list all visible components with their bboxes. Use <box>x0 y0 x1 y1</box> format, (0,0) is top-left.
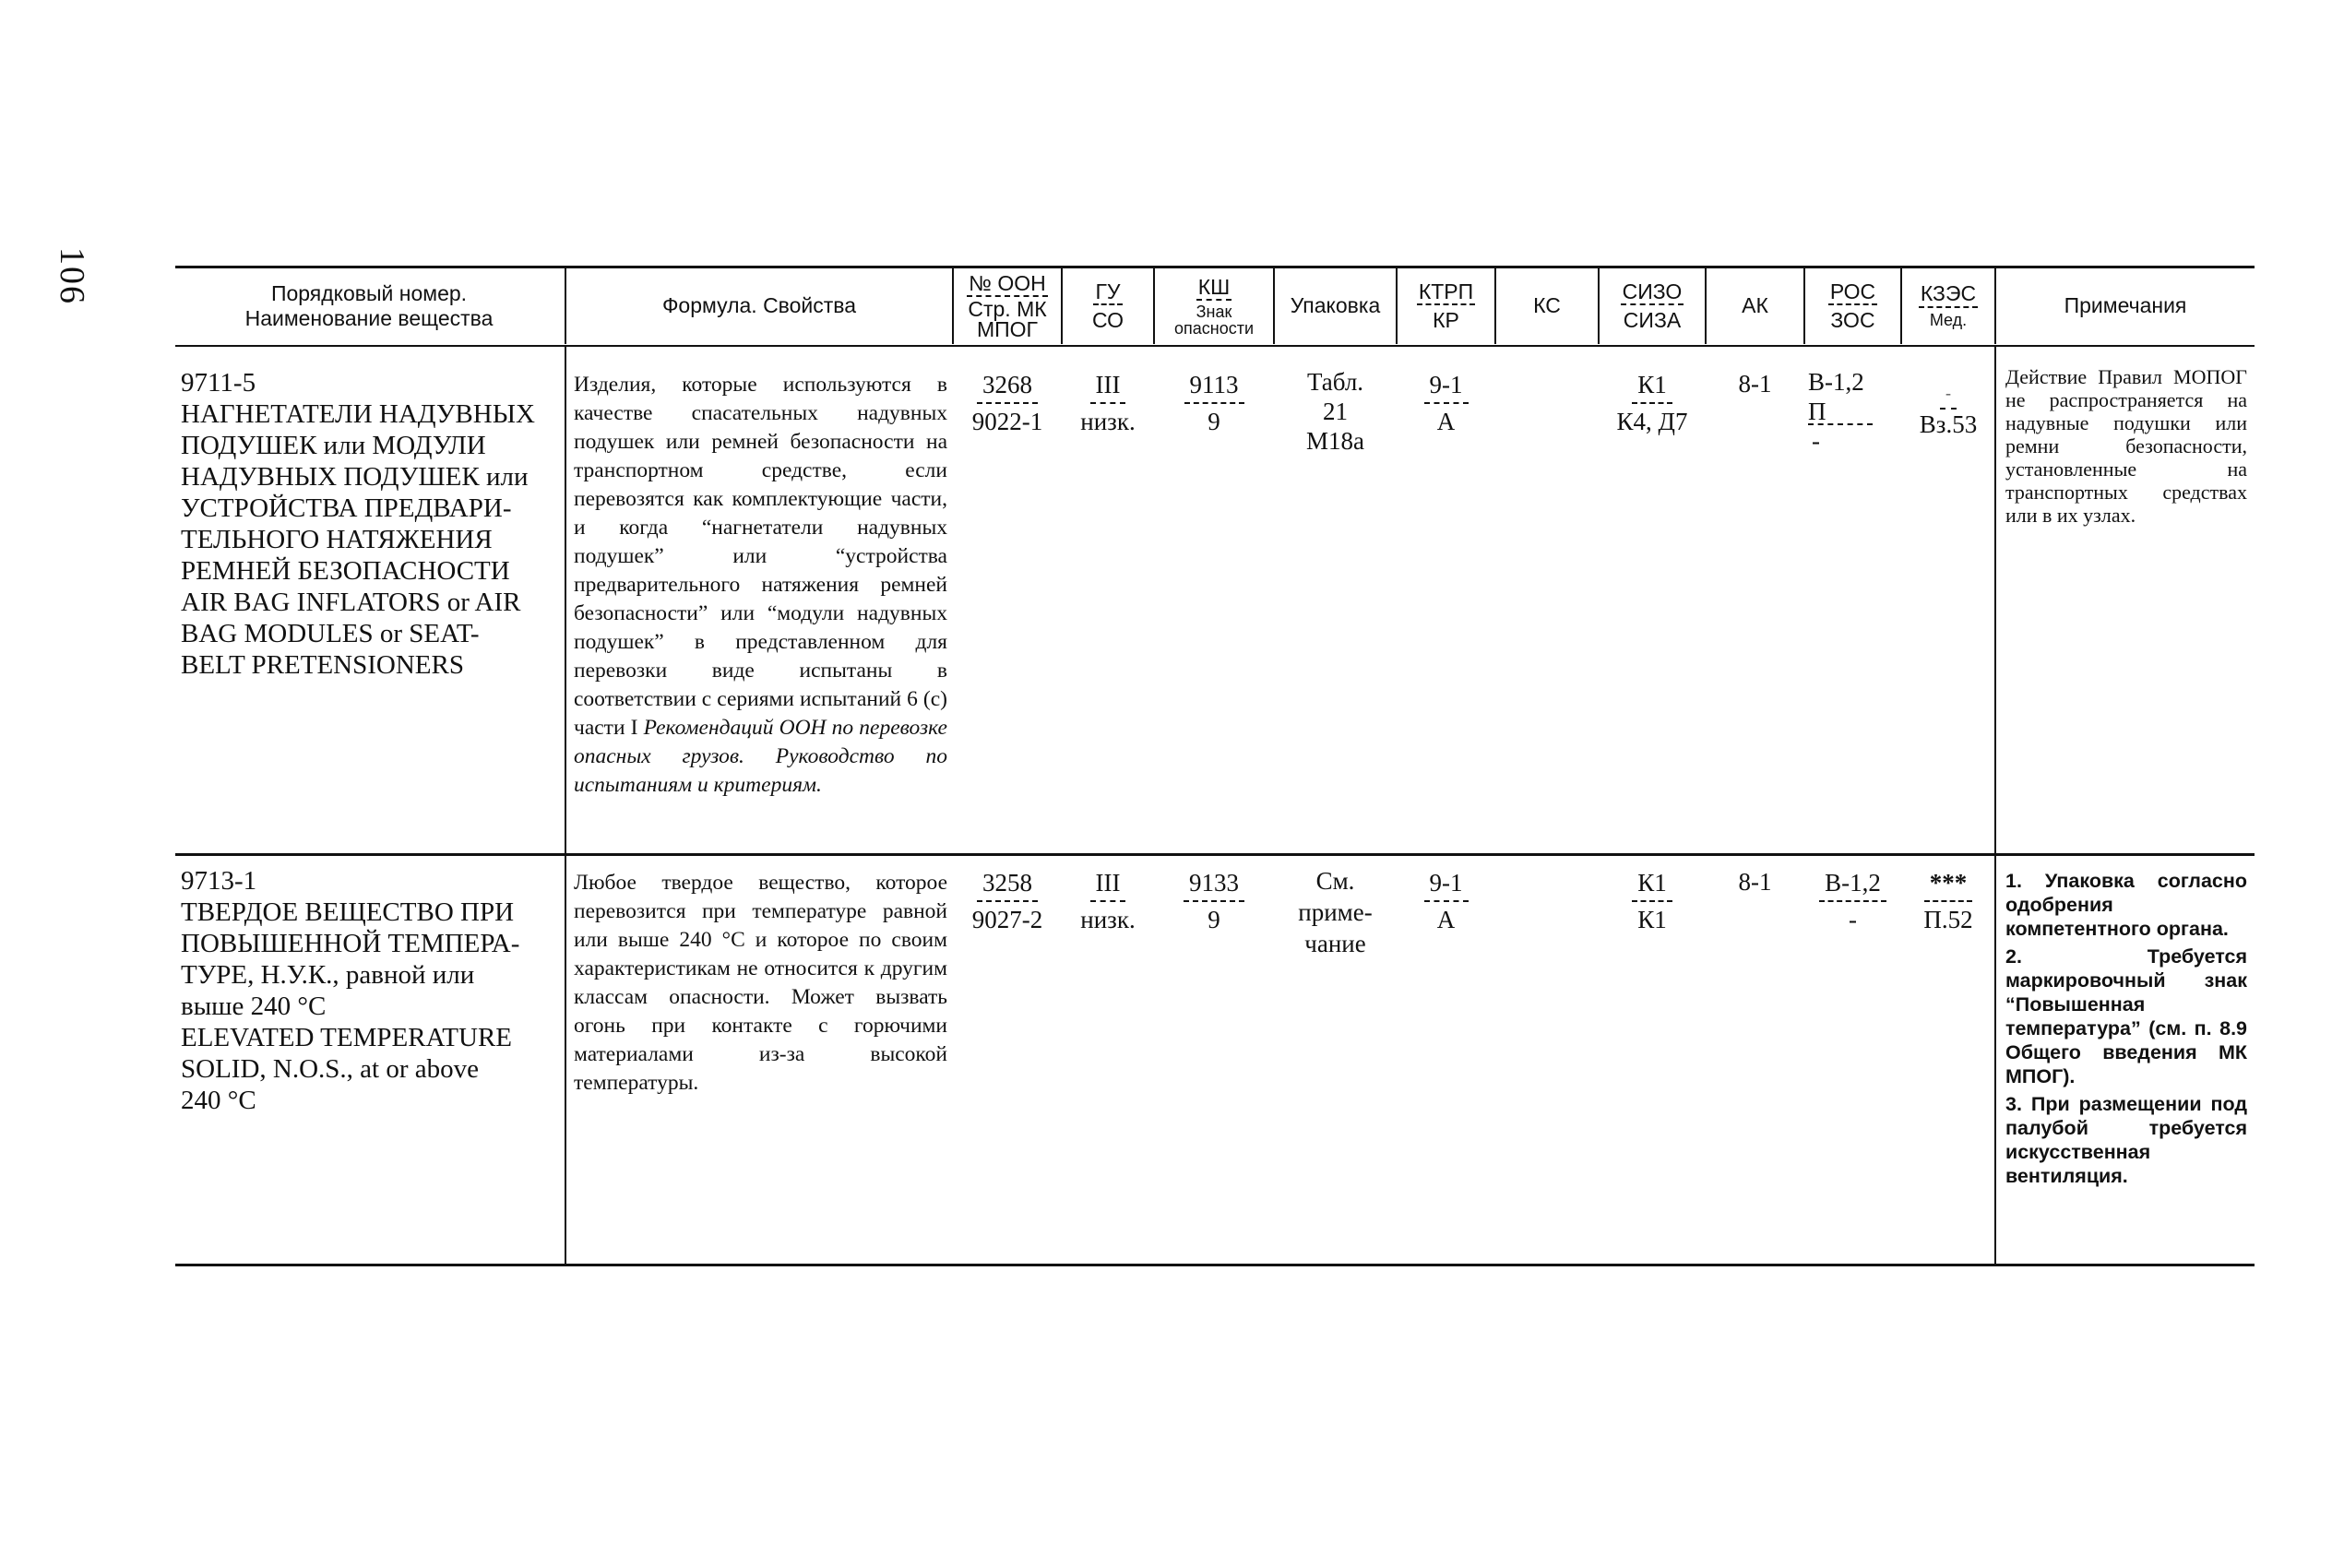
header-ros-top: РОС <box>1828 279 1877 305</box>
header-name <box>175 267 563 344</box>
header-ksh <box>1155 267 1273 344</box>
row2-ak: 8-1 <box>1738 868 1772 896</box>
row1-name-line: 9711-5 <box>181 368 256 398</box>
row1-sizo-bottom: К4, Д7 <box>1616 408 1688 435</box>
row2-sizo <box>1600 865 1705 937</box>
header-un-bottom-2: МПОГ <box>976 317 1039 342</box>
header-ros-bottom: ЗОС <box>1830 308 1875 332</box>
row1-packing-line: 21 <box>1323 398 1348 425</box>
header-un-bottom-1: Стр. МК <box>968 297 1047 322</box>
header-name-line2: Наименование вещества <box>244 305 494 330</box>
header-ks <box>1496 267 1598 344</box>
header-sizo <box>1600 267 1705 344</box>
row1-ros-extra: - <box>1812 427 1820 455</box>
row2-name-line: 9713-1 <box>181 866 257 896</box>
row1-notes <box>2005 365 2247 530</box>
row1-sizo-top: К1 <box>1632 367 1672 404</box>
row2-packing-line: приме- <box>1298 898 1373 926</box>
row2-un <box>954 865 1061 937</box>
header-kzes-top: КЗЭС <box>1919 281 1978 307</box>
row1-name-line: ПОДУШЕК или МОДУЛИ <box>181 431 486 460</box>
header-ktrp-bottom: КР <box>1433 308 1459 332</box>
row1-name-line: ТЕЛЬНОГО НАТЯЖЕНИЯ <box>181 525 493 554</box>
header-name-line1: Порядковый номер. <box>270 281 468 306</box>
row1-ktrp <box>1398 367 1494 439</box>
row1-kzes-top: - <box>1940 378 1957 410</box>
row2-name-line: выше 240 °C <box>181 992 327 1021</box>
body-divider <box>1994 347 1996 853</box>
row1-ktrp-bottom: А <box>1436 408 1456 435</box>
header-un-top: № ООН <box>967 271 1047 297</box>
row2-ktrp-top: 9-1 <box>1424 865 1469 902</box>
header-notes-label: Примечания <box>2064 293 2187 318</box>
row1-packing <box>1275 367 1396 456</box>
row1-ros-top: В-1,2 <box>1808 368 1864 396</box>
row2-ros-bottom: - <box>1849 906 1857 933</box>
row1-ros-bottom <box>1808 399 1873 425</box>
row1-ksh-bottom: 9 <box>1208 408 1220 435</box>
row1-kzes <box>1902 378 1994 439</box>
row2-kzes <box>1902 865 1994 937</box>
row2-ros-top: В-1,2 <box>1819 865 1886 902</box>
row2-packing <box>1275 865 1396 959</box>
row1-formula-italic: Рекомендаций ООН по перевозке опасных грузов. Руководство по испытаниям и критериям. <box>574 716 947 797</box>
row2-gu-bottom: низк. <box>1080 906 1136 933</box>
row1-ak: 8-1 <box>1738 370 1772 398</box>
row1-ros-bottom-text: П <box>1808 398 1826 425</box>
header-ksh-bottom-2: опасности <box>1173 319 1255 339</box>
row2-sizo-top: К1 <box>1632 865 1672 902</box>
row1-note: Действие Правил МОПОГ не распространяется на надувные подушки или ремни безопасности, установленные на транспортных средствах или в их узлах. <box>2005 365 2247 527</box>
header-gu-top: ГУ <box>1093 279 1122 305</box>
header-ak <box>1707 267 1803 344</box>
row2-gu-top: III <box>1090 865 1126 902</box>
row1-ksh <box>1155 367 1273 439</box>
row1-name <box>181 367 559 681</box>
header-ksh-bottom-1: Знак <box>1196 303 1232 322</box>
row1-sizo <box>1600 367 1705 439</box>
row1-name-line: НАГНЕТАТЕЛИ НАДУВНЫХ <box>181 399 535 429</box>
header-ktrp <box>1398 267 1494 344</box>
body-divider <box>565 347 566 853</box>
row2-formula-text: Любое твердое вещество, которое перевозится при температуре равной или выше 240 °C и которое по своим характеристикам не относится к другим классам опасности. Может вызвать огонь при контакте с горючими материалами из-за высокой температуры. <box>574 871 947 1095</box>
body-divider <box>565 856 566 1264</box>
row1-formula-text: Изделия, которые используются в качестве спасательных надувных подушек или ремней безопасности на транспортном средстве, если перевозятся как комплектующие части, и когда “нагнетатели надувных подушек” или “устройства предварительного натяжения ремней безопасности” или “модули надувных подушек” в представленном для перевозки виде испытаны в соответствии с сериями испытаний 6 (с) части I <box>574 373 947 740</box>
row2-note: 1. Упаковка согласно одобрения компетентного органа. <box>2005 870 2247 940</box>
header-sizo-bottom: СИЗА <box>1623 308 1682 332</box>
page-number: 106 <box>53 247 91 305</box>
row2-packing-line: чание <box>1304 930 1366 957</box>
row2-name <box>181 865 559 1116</box>
row1-un <box>954 367 1061 439</box>
row1-gu <box>1063 367 1153 439</box>
header-gu <box>1063 267 1153 344</box>
row2-un-bottom: 9027-2 <box>971 906 1043 933</box>
row1-name-line: BELT PRETENSIONERS <box>181 650 464 680</box>
header-gu-bottom: СО <box>1092 308 1124 332</box>
header-formula <box>566 267 952 344</box>
row2-ksh <box>1155 865 1273 937</box>
row2-name-line: 240 °C <box>181 1086 256 1115</box>
row1-ksh-top: 9113 <box>1184 367 1244 404</box>
row2-name-line: ТВЕРДОЕ ВЕЩЕСТВО ПРИ <box>181 897 515 927</box>
header-ros <box>1805 267 1900 344</box>
row2-ksh-top: 9133 <box>1184 865 1244 902</box>
header-ktrp-top: КТРП <box>1417 279 1475 305</box>
row2-note: 3. При размещении под палубой требуется искусственная вентиляция. <box>2005 1093 2247 1187</box>
row1-un-top: 3268 <box>977 367 1038 404</box>
row1-name-line: РЕМНЕЙ БЕЗОПАСНОСТИ <box>181 556 510 586</box>
row2-kzes-bottom: П.52 <box>1923 906 1973 933</box>
row2-name-line: SOLID, N.O.S., at or above <box>181 1054 479 1084</box>
row1-ros <box>1808 367 1900 456</box>
header-kzes-bottom: Мед. <box>1929 310 1968 329</box>
row2-gu <box>1063 865 1153 937</box>
header-notes <box>1996 267 2255 344</box>
header-ksh-top: КШ <box>1196 275 1231 301</box>
row2-ktrp <box>1398 865 1494 937</box>
row2-name-line: ELEVATED TEMPERATURE <box>181 1023 513 1052</box>
header-packing <box>1275 267 1396 344</box>
row2-ros <box>1805 865 1900 937</box>
header-un <box>954 267 1061 344</box>
header-formula-label: Формула. Свойства <box>661 293 857 318</box>
row-divider-rule <box>175 853 2255 856</box>
row2-formula <box>574 869 947 1098</box>
row1-formula <box>574 371 947 800</box>
row2-ktrp-bottom: А <box>1436 906 1456 933</box>
row2-ksh-bottom: 9 <box>1208 906 1220 933</box>
body-divider <box>1994 856 1996 1264</box>
row2-packing-line: См. <box>1315 867 1355 895</box>
row1-un-bottom: 9022-1 <box>971 408 1043 435</box>
row1-name-line: AIR BAG INFLATORS or AIR <box>181 588 521 617</box>
row1-kzes-bottom: Вз.53 <box>1919 410 1978 438</box>
row1-name-line: BAG MODULES or SEAT- <box>181 619 480 648</box>
row2-note: 2. Требуется маркировочный знак “Повышенная температура” (см. п. 8.9 Общего введения МК МПОГ). <box>2005 945 2247 1087</box>
row1-packing-line: М18а <box>1306 427 1364 455</box>
header-packing-label: Упаковка <box>1290 293 1381 318</box>
row1-gu-bottom: низк. <box>1080 408 1136 435</box>
row2-un-top: 3258 <box>977 865 1038 902</box>
row2-name-line: ТУРЕ, Н.У.К., равной или <box>181 960 475 990</box>
row1-name-line: УСТРОЙСТВА ПРЕДВАРИ- <box>181 493 512 523</box>
header-ks-label: КС <box>1533 293 1561 318</box>
header-sizo-top: СИЗО <box>1621 279 1684 305</box>
header-ak-label: АК <box>1742 293 1768 318</box>
row1-ktrp-top: 9-1 <box>1424 367 1469 404</box>
row2-name-line: ПОВЫШЕННОЙ ТЕМПЕРА- <box>181 929 520 958</box>
table-bottom-rule <box>175 1264 2255 1266</box>
row1-name-line: НАДУВНЫХ ПОДУШЕК или <box>181 462 529 492</box>
row2-notes <box>2005 869 2247 1192</box>
row2-sizo-bottom: К1 <box>1637 906 1667 933</box>
header-kzes <box>1902 267 1994 344</box>
header-bottom-rule <box>175 345 2255 347</box>
row1-gu-top: III <box>1090 367 1126 404</box>
row2-kzes-top: *** <box>1924 865 1973 902</box>
row1-packing-line: Табл. <box>1306 368 1364 396</box>
